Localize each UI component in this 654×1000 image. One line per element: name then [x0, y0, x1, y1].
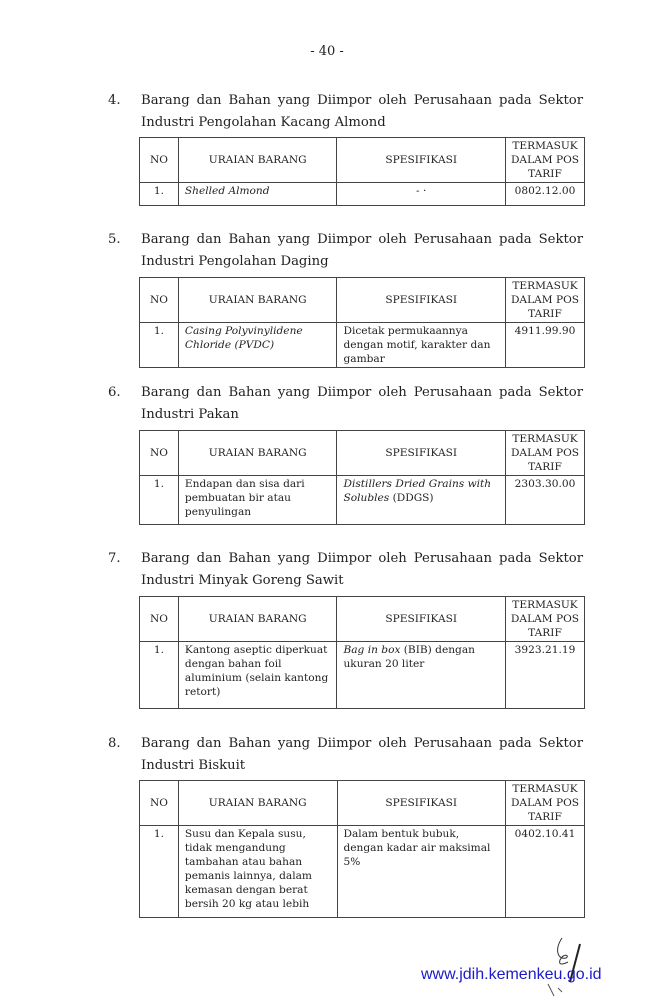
- cell-pos-tarif: 4911.99.90: [506, 323, 585, 368]
- cell-uraian: [178, 183, 337, 206]
- section-title-line2: Industri Pakan: [141, 407, 239, 422]
- signature-initials: [540, 930, 610, 1000]
- section-number: 6.: [108, 385, 121, 400]
- header-uraian: URAIAN BARANG: [178, 597, 337, 642]
- section-number: 8.: [108, 736, 121, 751]
- item-name: Casing Polyvinylidene Chloride (PVDC): [184, 325, 303, 351]
- header-pos-tarif: TERMASUK DALAM POS TARIF: [506, 278, 585, 323]
- cell-pos-tarif: 3923.21.19: [505, 642, 584, 709]
- spec-text: - ·: [416, 185, 427, 197]
- header-pos-tarif: TERMASUK DALAM POS TARIF: [506, 781, 585, 826]
- spec-text: (BIB) dengan ukuran 20 liter: [343, 644, 475, 670]
- header-uraian: URAIAN BARANG: [178, 781, 337, 826]
- header-no: NO: [140, 781, 179, 826]
- spec-italic: Distillers Dried Grains with Solubles: [343, 478, 492, 504]
- table-header: [140, 431, 585, 476]
- cell-spesifikasi: [337, 183, 506, 206]
- section-heading: [108, 733, 583, 777]
- cell-pos-tarif: 2303.30.00: [506, 476, 585, 525]
- table-row: [140, 476, 585, 525]
- header-pos-tarif: TERMASUK DALAM POS TARIF: [506, 138, 585, 183]
- section-title-line2: Industri Biskuit: [141, 758, 246, 773]
- cell-uraian: [178, 323, 337, 368]
- cell-spesifikasi: [337, 476, 506, 525]
- section-heading: [108, 90, 583, 134]
- goods-table: [139, 277, 585, 368]
- section-title-line2: Industri Pengolahan Daging: [141, 254, 329, 269]
- table-row: [140, 642, 585, 709]
- header-spesifikasi: SPESIFIKASI: [337, 597, 506, 642]
- section-title-line1: Barang dan Bahan yang Diimpor oleh Perusahaan pada Sektor: [141, 93, 583, 108]
- item-name: Kantong aseptic diperkuat dengan bahan foil aluminium (selain kantong retort): [184, 644, 329, 698]
- cell-no: 1.: [140, 323, 179, 368]
- item-name: Shelled Almond: [184, 185, 270, 197]
- section-heading: [108, 382, 583, 426]
- website-link[interactable]: www.jdih.kemenkeu.go.id: [421, 966, 602, 983]
- cell-uraian: [178, 826, 337, 918]
- cell-uraian: [178, 476, 337, 525]
- spec-text: (DDGS): [389, 492, 434, 504]
- item-name: Endapan dan sisa dari pembuatan bir atau penyulingan: [184, 478, 305, 518]
- goods-table: [139, 780, 585, 918]
- cell-uraian: [178, 642, 337, 709]
- section-title-line2: Industri Minyak Goreng Sawit: [141, 573, 344, 588]
- section-heading: [108, 229, 583, 273]
- header-no: NO: [140, 597, 179, 642]
- cell-pos-tarif: 0402.10.41: [506, 826, 585, 918]
- header-pos-tarif: TERMASUK DALAM POS TARIF: [506, 431, 585, 476]
- cell-no: 1.: [140, 183, 179, 206]
- table-header: [140, 597, 585, 642]
- goods-table: [139, 430, 585, 525]
- cell-no: 1.: [140, 642, 179, 709]
- goods-table: [139, 137, 585, 206]
- header-uraian: URAIAN BARANG: [178, 431, 337, 476]
- page-number: - 40 -: [310, 44, 344, 59]
- cell-spesifikasi: [337, 323, 506, 368]
- cell-spesifikasi: [337, 826, 506, 918]
- table-header: [140, 781, 585, 826]
- cell-no: 1.: [140, 476, 179, 525]
- item-name: Susu dan Kepala susu, tidak mengandung tambahan atau bahan pemanis lainnya, dalam kemasan dengan berat bersih 20 kg atau lebih: [184, 828, 312, 910]
- header-uraian: URAIAN BARANG: [178, 278, 337, 323]
- header-no: NO: [140, 278, 179, 323]
- section-title-line1: Barang dan Bahan yang Diimpor oleh Perusahaan pada Sektor: [141, 736, 583, 751]
- cell-pos-tarif: 0802.12.00: [506, 183, 585, 206]
- section-title-line1: Barang dan Bahan yang Diimpor oleh Perusahaan pada Sektor: [141, 551, 583, 566]
- table-header: [140, 278, 585, 323]
- spec-text: Dicetak permukaannya dengan motif, karakter dan gambar: [343, 325, 491, 365]
- header-uraian: URAIAN BARANG: [178, 138, 337, 183]
- section-number: 5.: [108, 232, 121, 247]
- section-title-line1: Barang dan Bahan yang Diimpor oleh Perusahaan pada Sektor: [141, 385, 583, 400]
- section-heading: [108, 548, 583, 592]
- spec-italic: Bag in box: [343, 644, 401, 656]
- header-spesifikasi: SPESIFIKASI: [337, 431, 506, 476]
- header-spesifikasi: SPESIFIKASI: [337, 138, 506, 183]
- section-number: 7.: [108, 551, 121, 566]
- section-title-line1: Barang dan Bahan yang Diimpor oleh Perusahaan pada Sektor: [141, 232, 583, 247]
- table-row: [140, 323, 585, 368]
- cell-spesifikasi: [337, 642, 506, 709]
- spec-text: Dalam bentuk bubuk, dengan kadar air maksimal 5%: [343, 828, 491, 868]
- table-header: [140, 138, 585, 183]
- cell-no: 1.: [140, 826, 179, 918]
- header-no: NO: [140, 138, 179, 183]
- header-pos-tarif: TERMASUK DALAM POS TARIF: [505, 597, 584, 642]
- table-row: [140, 826, 585, 918]
- section-title-line2: Industri Pengolahan Kacang Almond: [141, 115, 386, 130]
- table-row: [140, 183, 585, 206]
- header-no: NO: [140, 431, 179, 476]
- header-spesifikasi: SPESIFIKASI: [337, 781, 506, 826]
- header-spesifikasi: SPESIFIKASI: [337, 278, 506, 323]
- goods-table: [139, 596, 585, 709]
- section-number: 4.: [108, 93, 121, 108]
